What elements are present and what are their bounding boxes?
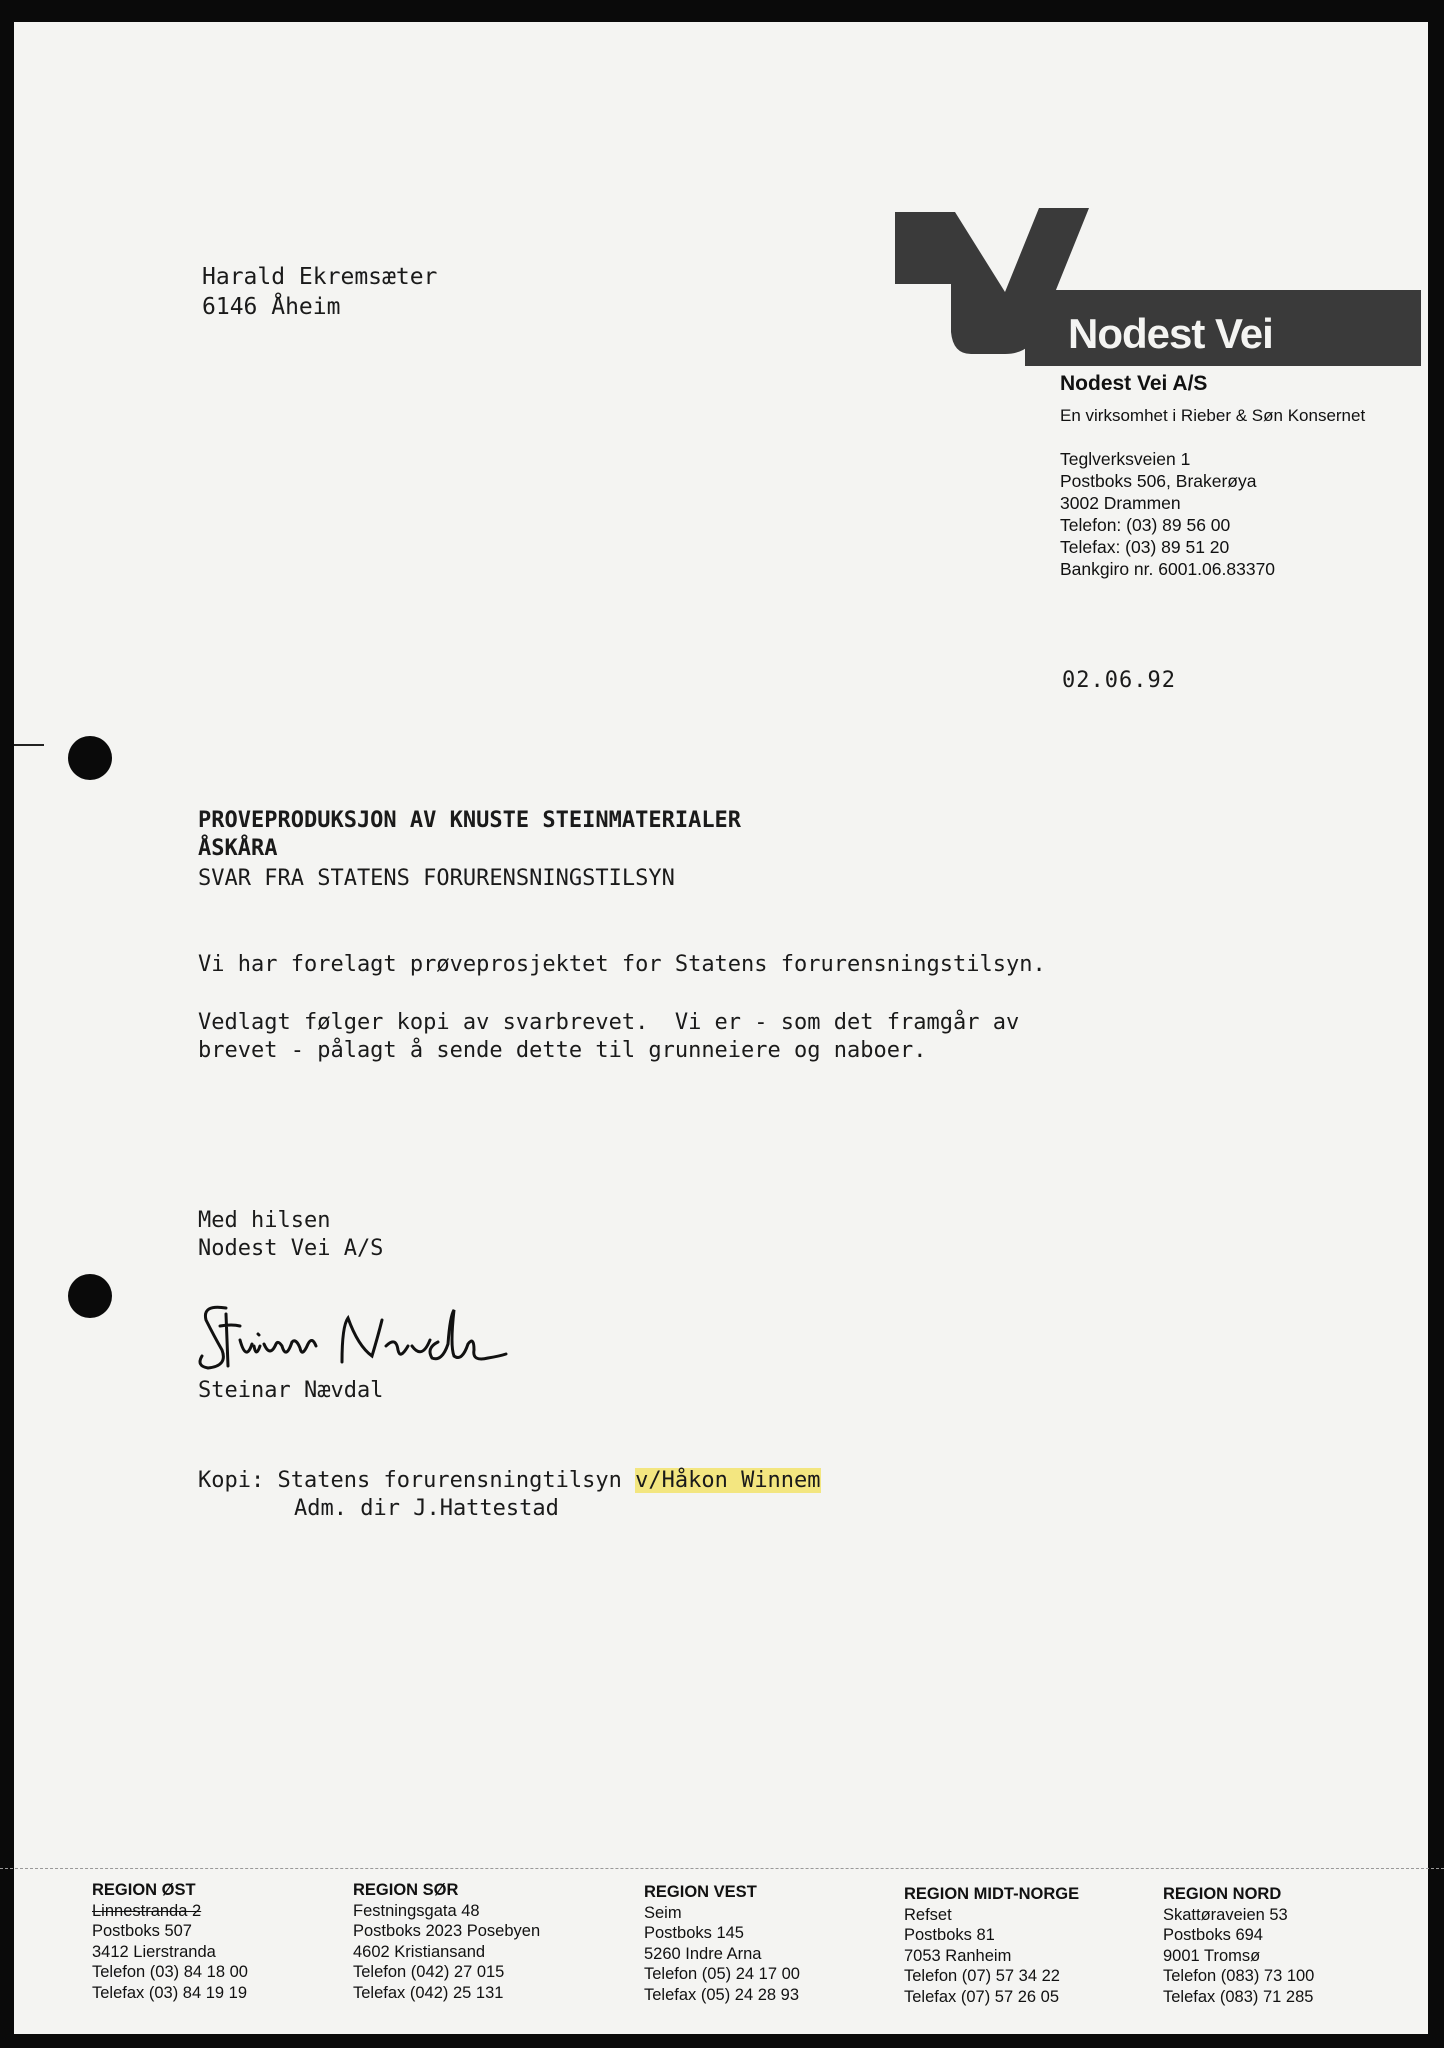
company-city: 3002 Drammen [1060,493,1181,513]
copy-label: Kopi: [198,1468,265,1493]
footer-region-ost [92,1880,248,2003]
region-street: Seim [644,1903,682,1922]
closing-signer-name: Steinar Nævdal [198,1378,384,1403]
region-fax: Telefax (03) 84 19 19 [92,1983,248,2002]
closing-greeting: Med hilsen [198,1208,331,1233]
region-postbox: Postboks 81 [904,1926,995,1944]
handwritten-signature [192,1296,522,1386]
punch-hole-bottom [68,1274,112,1318]
company-phone: Telefon: (03) 89 56 00 [1060,515,1231,535]
recipient-address: 6146 Åheim [202,294,341,320]
margin-fold-mark [14,744,44,746]
region-phone: Telefon (083) 73 100 [1163,1967,1315,1985]
company-contact-block [1060,448,1275,580]
region-phone: Telefon (042) 27 015 [353,1963,505,1981]
company-fax: Telefax: (03) 89 51 20 [1060,537,1230,557]
region-postbox: Postboks 145 [644,1924,744,1942]
body-paragraph-2-line-1: Vedlagt følger kopi av svarbrevet. Vi er - som det framgår av [198,1010,1020,1035]
region-postbox: Postboks 2023 Posebyen [353,1922,541,1940]
company-name: Nodest Vei A/S [1060,372,1208,395]
region-city: 4602 Kristiansand [353,1942,486,1961]
footer-region-midt-norge [904,1884,1079,2007]
region-name: REGION NORD [1163,1885,1282,1903]
region-street: Refset [904,1905,952,1924]
region-city: 5260 Indre Arna [644,1944,762,1963]
nodest-vei-logo [893,204,1425,368]
region-name: REGION SØR [353,1881,459,1899]
region-street: Skattøraveien 53 [1163,1905,1288,1924]
closing-company: Nodest Vei A/S [198,1236,384,1261]
region-fax: Telefax (042) 25 131 [353,1983,504,2002]
copy-line-1 [198,1468,821,1493]
company-street: Teglverksveien 1 [1060,449,1191,469]
region-name: REGION MIDT-NORGE [904,1885,1080,1903]
footer-region-nord [1163,1884,1314,2007]
copy-recipient-1: Statens forurensningtilsyn [277,1468,636,1493]
region-fax: Telefax (083) 71 285 [1163,1987,1314,2006]
letter-date: 02.06.92 [1062,668,1176,693]
region-fax: Telefax (07) 57 26 05 [904,1987,1060,2006]
region-phone: Telefon (05) 24 17 00 [644,1965,800,1983]
footer-region-sor [353,1880,540,2003]
region-city: 7053 Ranheim [904,1946,1012,1965]
region-street: Linnestranda 2 [92,1901,202,1920]
logo-wordmark: Nodest Vei [1068,310,1273,357]
footer-region-vest [644,1882,800,2005]
punch-hole-top [68,736,112,780]
company-bankgiro: Bankgiro nr. 6001.06.83370 [1060,559,1276,579]
copy-recipient-2: Adm. dir J.Hattestad [294,1496,559,1521]
subject-line-1: PROVEPRODUKSJON AV KNUSTE STEINMATERIALER [198,808,742,833]
region-fax: Telefax (05) 24 28 93 [644,1985,800,2004]
region-street: Festningsgata 48 [353,1901,480,1920]
subject-line-3: SVAR FRA STATENS FORURENSNINGSTILSYN [198,866,675,891]
subject-line-2: ÅSKÅRA [198,836,278,861]
region-name: REGION VEST [644,1883,757,1901]
region-city: 9001 Tromsø [1163,1946,1261,1965]
body-paragraph-2-line-2: brevet - pålagt å sende dette til grunneiere og naboer. [198,1038,927,1063]
region-postbox: Postboks 694 [1163,1926,1263,1944]
company-postbox: Postboks 506, Brakerøya [1060,471,1257,491]
company-tagline: En virksomhet i Rieber & Søn Konsernet [1060,406,1366,425]
footer-divider [0,1868,1444,1870]
copy-highlighted-contact: v/Håkon Winnem [635,1468,821,1493]
body-paragraph-1: Vi har forelagt prøveprosjektet for Statens forurensningstilsyn. [198,952,1046,977]
region-postbox: Postboks 507 [92,1922,192,1940]
region-phone: Telefon (07) 57 34 22 [904,1967,1060,1985]
region-city: 3412 Lierstranda [92,1942,216,1961]
region-name: REGION ØST [92,1881,196,1899]
recipient-name: Harald Ekremsæter [202,264,438,290]
region-phone: Telefon (03) 84 18 00 [92,1963,248,1981]
